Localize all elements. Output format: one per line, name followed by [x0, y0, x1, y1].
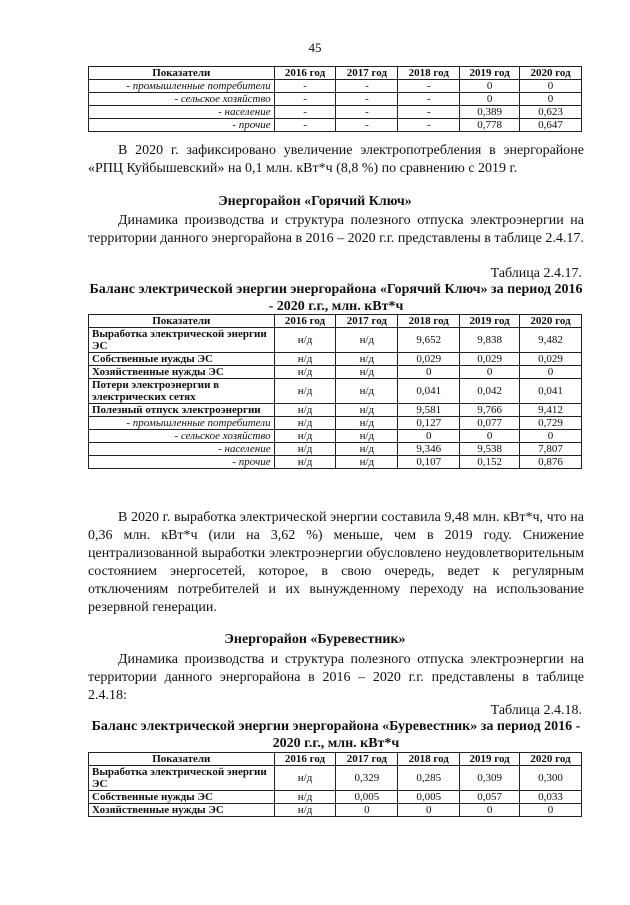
header-cell: 2020 год [520, 753, 582, 766]
table-row [89, 106, 582, 119]
header-cell: 2016 год [274, 315, 336, 328]
table-row [89, 804, 582, 817]
cell: - [336, 93, 398, 106]
row-label: - сельское хозяйство [89, 93, 275, 106]
paragraph: Динамика производства и структура полезного отпуска электроэнергии на территории данного энергорайона в 2016 – 2020 г.г. представлены в таблице 2.4.18: [88, 652, 584, 703]
cell: - [398, 80, 460, 93]
cell: н/д [274, 791, 336, 804]
row-label: Выработка электрической энергии ЭС [89, 328, 275, 353]
cell: 0,041 [398, 379, 460, 404]
cell: 9,412 [520, 404, 582, 417]
table-row [89, 379, 582, 404]
row-label: - население [89, 106, 275, 119]
cell: 0 [460, 366, 520, 379]
row-label: - население [89, 443, 275, 456]
row-label: Полезный отпуск электроэнергии [89, 404, 275, 417]
cell: 0,029 [460, 353, 520, 366]
cell: 0 [520, 93, 582, 106]
cell: 0,107 [398, 456, 460, 469]
table-header-row [89, 315, 582, 328]
cell: н/д [274, 456, 336, 469]
row-label: - прочие [89, 119, 275, 132]
cell: н/д [336, 404, 398, 417]
cell: 0 [520, 80, 582, 93]
header-cell: 2018 год [398, 315, 460, 328]
table-top [88, 66, 582, 132]
row-label: Потери электроэнергии в электрических сетях [89, 379, 275, 404]
table-number: Таблица 2.4.18. [490, 703, 582, 718]
row-label: - промышленные потребители [89, 417, 275, 430]
header-cell: 2020 год [520, 67, 582, 80]
table-row [89, 791, 582, 804]
cell: 0,041 [520, 379, 582, 404]
header-cell: 2019 год [460, 315, 520, 328]
cell: 0,033 [520, 791, 582, 804]
cell: - [398, 106, 460, 119]
row-label: Собственные нужды ЭС [89, 791, 275, 804]
cell: 0 [398, 804, 460, 817]
header-cell: 2017 год [336, 315, 398, 328]
cell: - [398, 119, 460, 132]
row-label: Выработка электрической энергии ЭС [89, 766, 275, 791]
cell: н/д [336, 366, 398, 379]
cell: - [336, 80, 398, 93]
cell: 0,729 [520, 417, 582, 430]
cell: 0 [460, 430, 520, 443]
header-cell: Показатели [89, 315, 275, 328]
cell: 0 [520, 430, 582, 443]
table-row [89, 366, 582, 379]
cell: н/д [336, 430, 398, 443]
header-cell: 2016 год [274, 67, 336, 80]
table-row [89, 80, 582, 93]
cell: 0,029 [398, 353, 460, 366]
cell: 0,077 [460, 417, 520, 430]
table-row [89, 404, 582, 417]
cell: н/д [274, 417, 336, 430]
table-header-row [89, 753, 582, 766]
cell: 9,482 [520, 328, 582, 353]
table-row [89, 93, 582, 106]
cell: н/д [336, 443, 398, 456]
row-label: Хозяйственные нужды ЭС [89, 366, 275, 379]
cell: 0,005 [336, 791, 398, 804]
cell: 0,057 [460, 791, 520, 804]
cell: 0,876 [520, 456, 582, 469]
cell: 0 [520, 804, 582, 817]
cell: - [398, 93, 460, 106]
cell: 0,127 [398, 417, 460, 430]
cell: н/д [336, 353, 398, 366]
cell: 9,538 [460, 443, 520, 456]
cell: н/д [336, 417, 398, 430]
cell: 0 [336, 804, 398, 817]
table-row [89, 353, 582, 366]
cell: н/д [336, 379, 398, 404]
cell: н/д [274, 443, 336, 456]
page-number: 45 [308, 40, 322, 55]
row-label: - прочие [89, 456, 275, 469]
table-row [89, 119, 582, 132]
cell: н/д [274, 804, 336, 817]
cell: 0,005 [398, 791, 460, 804]
cell: 0,042 [460, 379, 520, 404]
table-row [89, 430, 582, 443]
cell: н/д [274, 379, 336, 404]
header-cell: 2018 год [398, 753, 460, 766]
section-heading: Энергорайон «Горячий Ключ» [218, 194, 412, 209]
table-header-row [89, 67, 582, 80]
row-label: - промышленные потребители [89, 80, 275, 93]
header-cell: 2019 год [460, 753, 520, 766]
cell: 0 [460, 80, 520, 93]
table-row [89, 456, 582, 469]
cell: - [336, 106, 398, 119]
cell: 0,329 [336, 766, 398, 791]
cell: н/д [274, 404, 336, 417]
paragraph: В 2020 г. выработка электрической энергии составила 9,48 млн. кВт*ч, что на 0,36 млн. кВт*ч (или на 3,62 %) меньше, чем в 2019 году. Снижение централизованной выработки электроэнергии обусловлено неудовлетворительным состоянием энергосетей, которое, в свою очередь, ведет к регулярным отключениям потребителей и их вынужденному переходу на использование резервной генерации. [88, 510, 584, 615]
section-heading: Энергорайон «Буревестник» [224, 632, 406, 647]
cell: 0,309 [460, 766, 520, 791]
cell: - [274, 93, 336, 106]
table-2-4-18 [88, 752, 582, 817]
table-row [89, 417, 582, 430]
table-number: Таблица 2.4.17. [490, 266, 582, 281]
paragraph: В 2020 г. зафиксировано увеличение электропотребления в энергорайоне «РПЦ Куйбышевский» на 0,1 млн. кВт*ч (8,8 %) по сравнению с 2019 г. [88, 143, 584, 176]
cell: 9,346 [398, 443, 460, 456]
header-cell: 2018 год [398, 67, 460, 80]
cell: 0,152 [460, 456, 520, 469]
cell: н/д [274, 366, 336, 379]
header-cell: 2016 год [274, 753, 336, 766]
table-row [89, 443, 582, 456]
cell: - [336, 119, 398, 132]
row-label: Хозяйственные нужды ЭС [89, 804, 275, 817]
header-cell: Показатели [89, 67, 275, 80]
cell: н/д [274, 430, 336, 443]
table-2-4-17 [88, 314, 582, 469]
cell: 0 [460, 93, 520, 106]
cell: 0,300 [520, 766, 582, 791]
header-cell: 2020 год [520, 315, 582, 328]
cell: 0,647 [520, 119, 582, 132]
header-cell: 2019 год [460, 67, 520, 80]
row-label: Собственные нужды ЭС [89, 353, 275, 366]
cell: 0 [398, 366, 460, 379]
table-row [89, 766, 582, 791]
cell: 0,778 [460, 119, 520, 132]
cell: н/д [274, 328, 336, 353]
paragraph: Динамика производства и структура полезного отпуска электроэнергии на территории данного энергорайона в 2016 – 2020 г.г. представлены в таблице 2.4.17. [88, 213, 584, 246]
cell: н/д [336, 456, 398, 469]
cell: 9,581 [398, 404, 460, 417]
cell: 9,838 [460, 328, 520, 353]
header-cell: 2017 год [336, 753, 398, 766]
row-label: - сельское хозяйство [89, 430, 275, 443]
cell: н/д [336, 328, 398, 353]
table-row [89, 328, 582, 353]
header-cell: 2017 год [336, 67, 398, 80]
cell: 0,029 [520, 353, 582, 366]
header-cell: Показатели [89, 753, 275, 766]
cell: 7,807 [520, 443, 582, 456]
table-caption: Баланс электрической энергии энергорайона «Горячий Ключ» за период 2016 - 2020 г.г., млн. кВт*ч [89, 282, 583, 314]
cell: - [274, 119, 336, 132]
table-caption: Баланс электрической энергии энергорайона «Буревестник» за период 2016 - 2020 г.г., млн. кВт*ч [91, 719, 581, 751]
cell: 0,285 [398, 766, 460, 791]
cell: - [274, 106, 336, 119]
cell: 0 [398, 430, 460, 443]
cell: 0,389 [460, 106, 520, 119]
cell: - [274, 80, 336, 93]
cell: н/д [274, 766, 336, 791]
cell: 0 [460, 804, 520, 817]
cell: 0 [520, 366, 582, 379]
cell: 9,766 [460, 404, 520, 417]
cell: 0,623 [520, 106, 582, 119]
cell: н/д [274, 353, 336, 366]
cell: 9,652 [398, 328, 460, 353]
